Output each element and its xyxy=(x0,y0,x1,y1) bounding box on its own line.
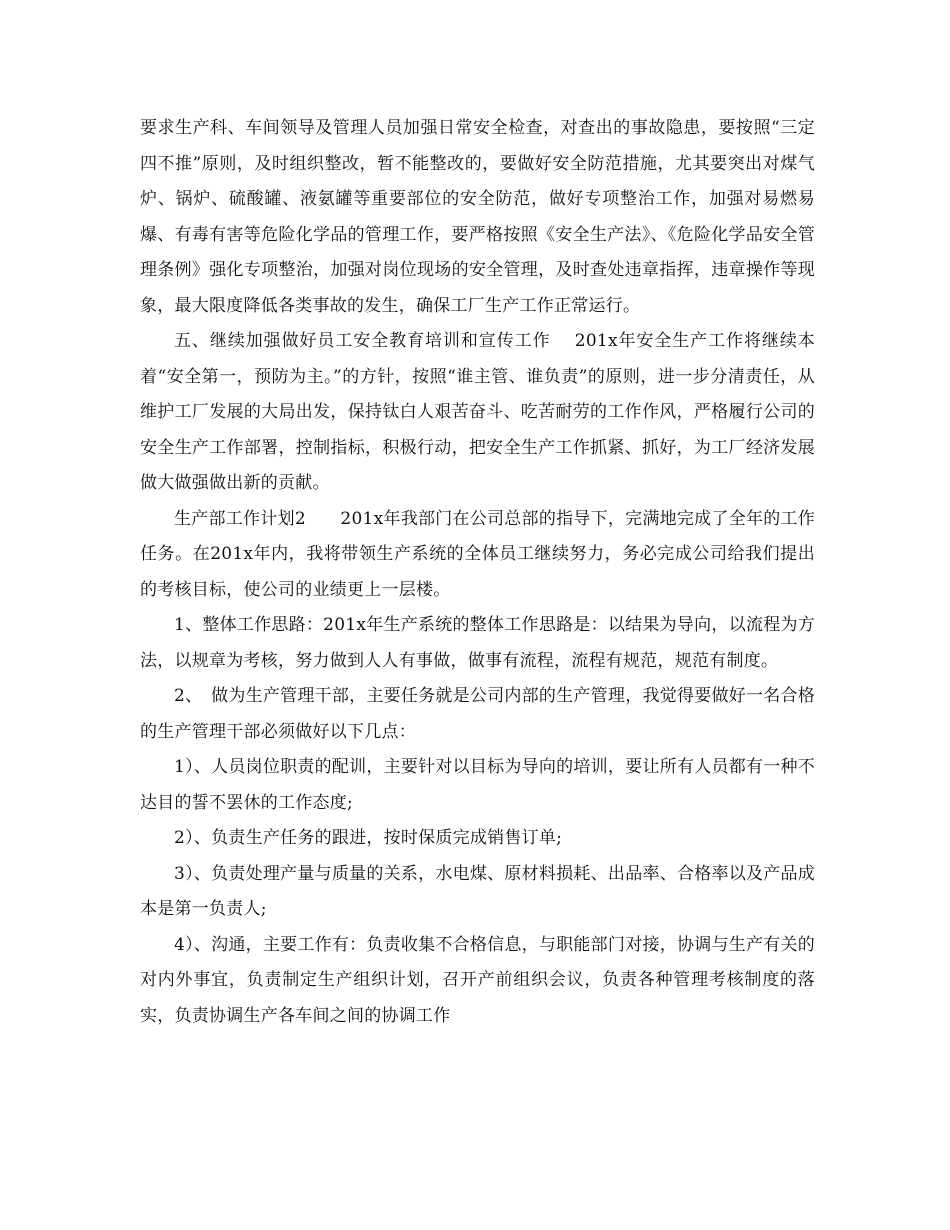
paragraph-5: 2、 做为生产管理干部，主要任务就是公司内部的生产管理，我觉得要做好一名合格的生产管理干部必须做好以下几点： xyxy=(140,686,815,742)
paragraph-2: 五、继续加强做好员工安全教育培训和宣传工作 201x年安全生产工作将继续本着“安全第一，预防为主。”的方针，按照“谁主管、谁负责”的原则，进一步分清责任，从维护工厂发展的大局出发，保持钛白人艰苦奋斗、吃苦耐劳的工作作风，严格履行公司的安全生产工作部署，控制指标，积极行动，把安全生产工作抓紧、抓好，为工厂经济发展做大做强做出新的贡献。 xyxy=(140,331,815,493)
paragraph-7: 2）、负责生产任务的跟进，按时保质完成销售订单; xyxy=(174,828,563,848)
paragraph-9: 4）、沟通，主要工作有：负责收集不合格信息，与职能部门对接，协调与生产有关的对内外事宜，负责制定生产组织计划，召开产前组织会议，负责各种管理考核制度的落实，负责协调生产各车间之间的协调工作 xyxy=(140,934,815,1026)
document-body xyxy=(140,111,815,1034)
paragraph-8: 3）、负责处理产量与质量的关系，水电煤、原材料损耗、出品率、合格率以及产品成本是第一负责人; xyxy=(140,863,815,919)
paragraph-6: 1）、人员岗位职责的配训，主要针对以目标为导向的培训，要让所有人员都有一种不达目的誓不罢休的工作态度; xyxy=(140,757,815,813)
paragraph-1: 要求生产科、车间领导及管理人员加强日常安全检查，对查出的事故隐患，要按照“三定四不推”原则，及时组织整改，暂不能整改的，要做好安全防范措施，尤其要突出对煤气炉、锅炉、硫酸罐、液氨罐等重要部位的安全防范，做好专项整治工作，加强对易燃易爆、有毒有害等危险化学品的管理工作，要严格按照《安全生产法》、《危险化学品安全管理条例》强化专项整治，加强对岗位现场的安全管理，及时查处违章指挥，违章操作等现象，最大限度降低各类事故的发生，确保工厂生产工作正常运行。 xyxy=(140,118,815,316)
paragraph-4: 1、整体工作思路：201x年生产系统的整体工作思路是：以结果为导向，以流程为方法，以规章为考核，努力做到人人有事做，做事有流程，流程有规范，规范有制度。 xyxy=(140,615,815,671)
paragraph-3: 生产部工作计划2 201x年我部门在公司总部的指导下，完满地完成了全年的工作任务。在201x年内，我将带领生产系统的全体员工继续努力，务必完成公司给我们提出的考核目标，使公司的业绩更上一层楼。 xyxy=(140,508,815,600)
